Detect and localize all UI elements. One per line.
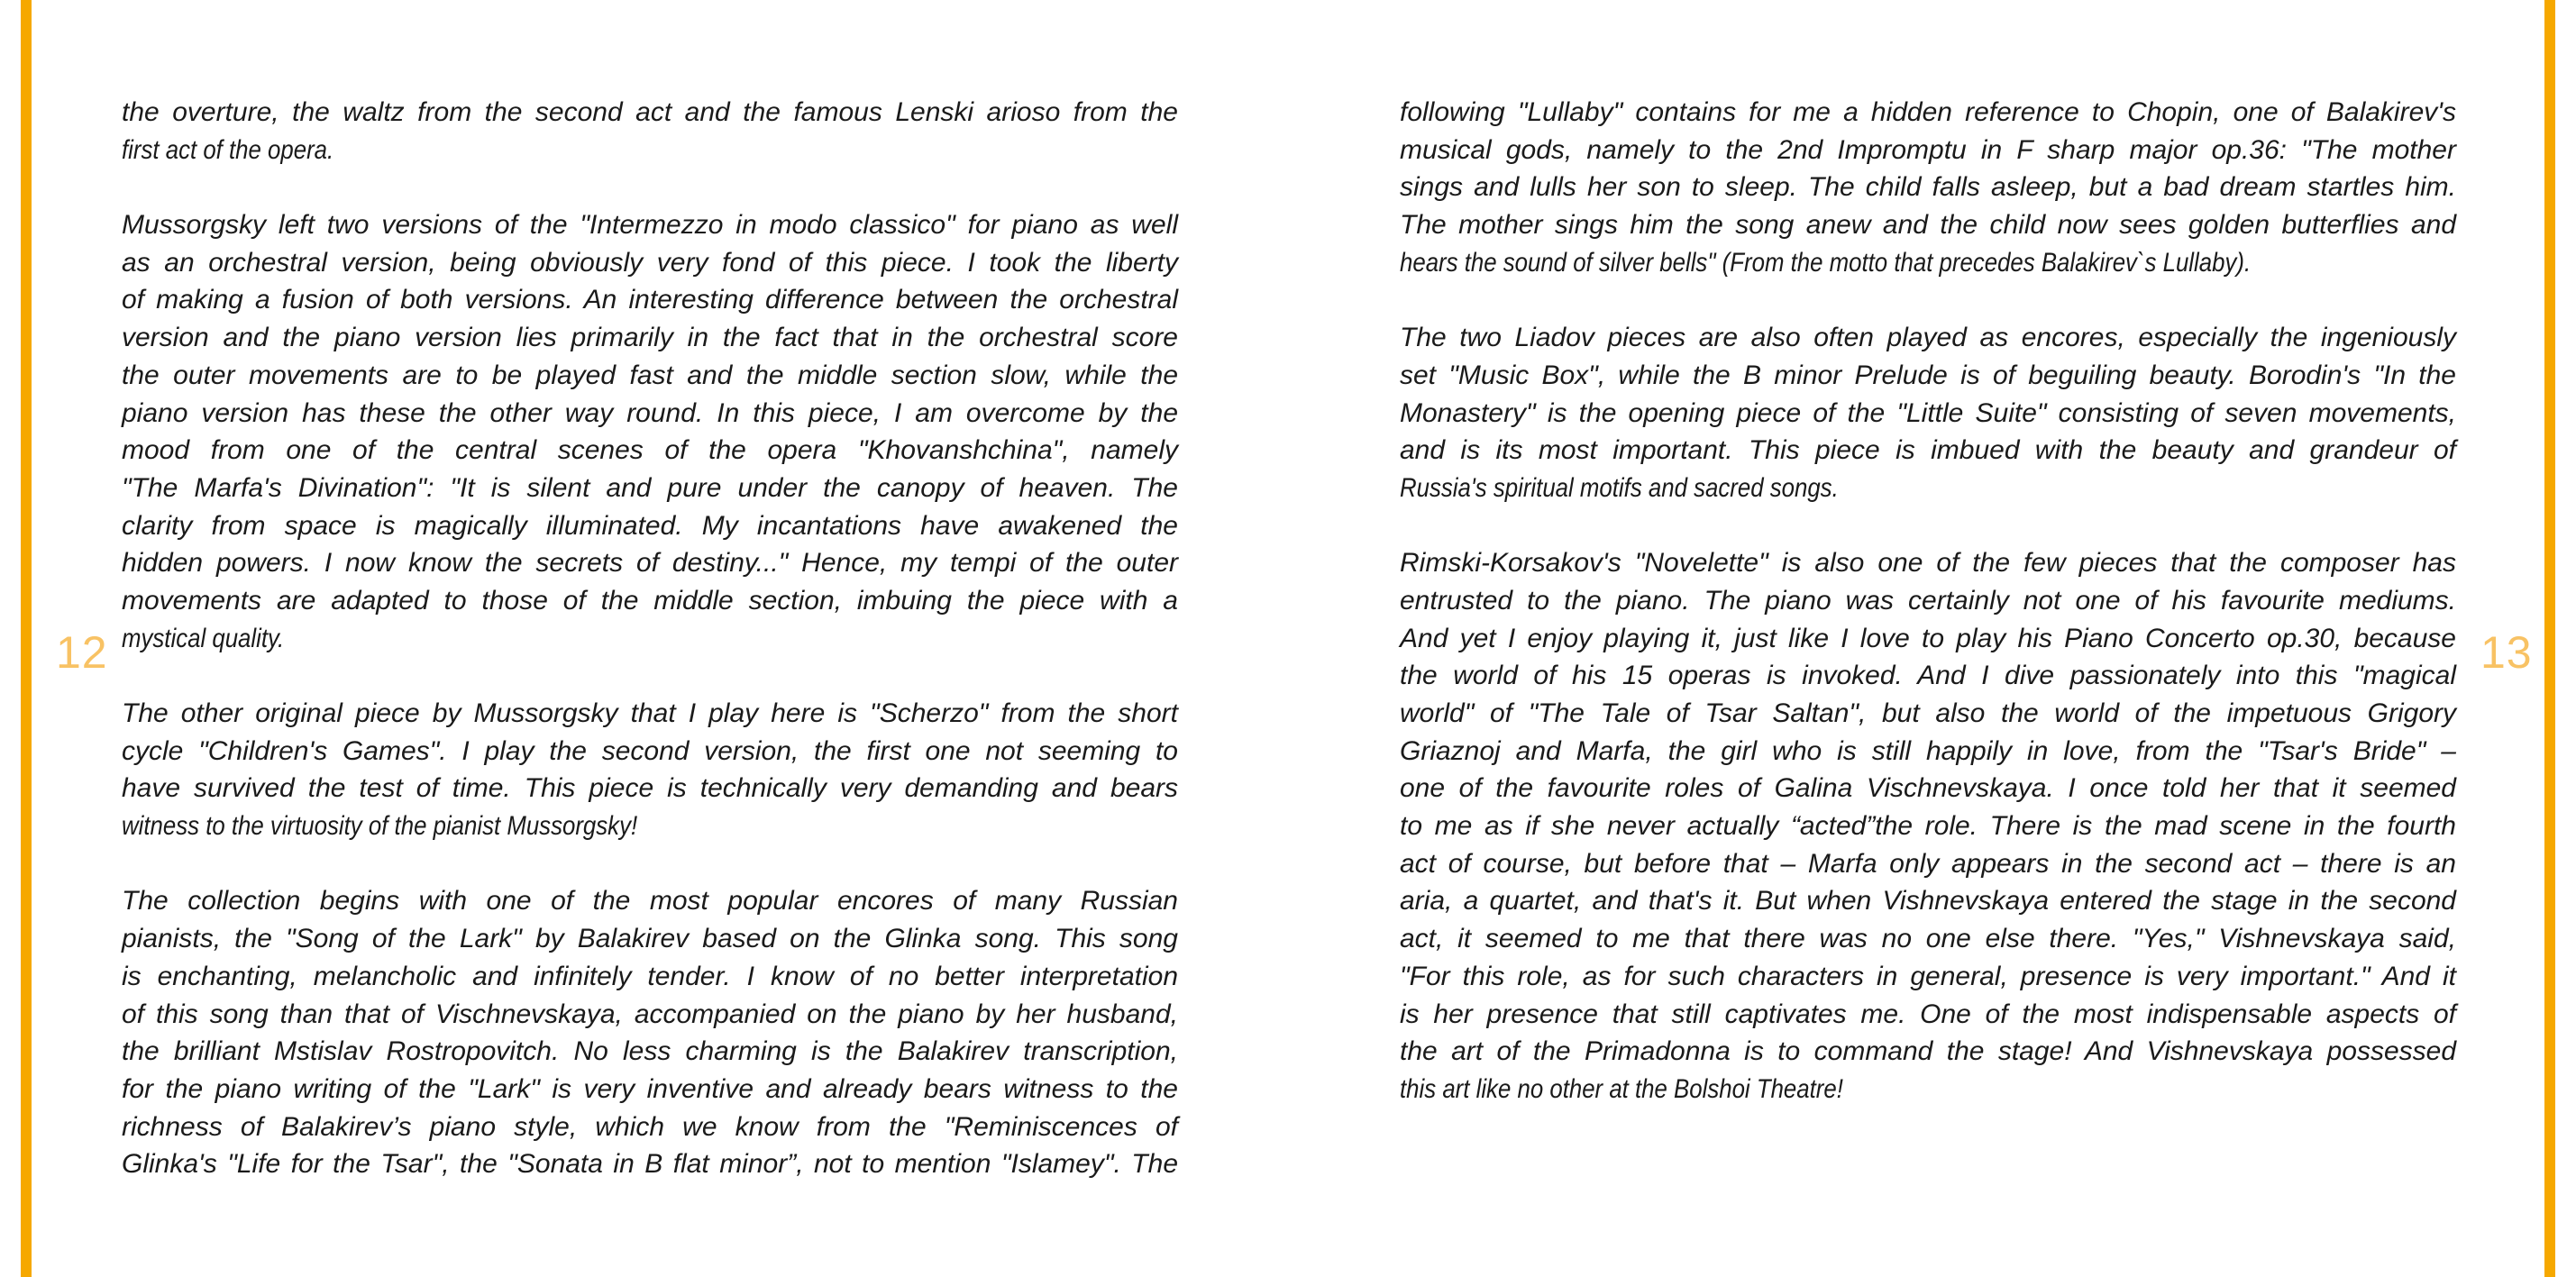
text-line: world" of "The Tale of Tsar Saltan", but also the world of the impetuous Grigory [1400,698,2456,728]
text-line: Mussorgsky left two versions of the "Intermezzo in modo classico" for piano as well [122,210,1178,241]
text-line: aria, a quartet, and that's it. But when Vishnevskaya entered the stage in the second [1400,886,2456,917]
paragraph [122,695,1178,845]
text-line: richness of Balakirev’s piano style, which we know from the "Reminiscences of [122,1111,1178,1142]
text-line: the brilliant Mstislav Rostropovitch. No less charming is the Balakirev transcription, [122,1036,1178,1067]
text-line: hears the sound of silver bells" (From the motto that precedes Balakirev`s Lullaby). [1400,247,2252,278]
text-line: sings and lulls her son to sleep. The child falls asleep, but a bad dream startles him. [1400,172,2456,203]
text-line: have survived the test of time. This piece is technically very demanding and bears [122,773,1178,804]
text-line: witness to the virtuosity of the pianist Mussorgsky! [122,811,638,842]
left-page-edge-bar [21,0,32,1277]
text-line: mood from one of the central scenes of the opera "Khovanshchina", namely [122,435,1178,466]
left-page-text-column [122,94,1178,1221]
paragraph [122,882,1178,1183]
text-line: first act of the opera. [122,134,334,165]
paragraph [122,94,1178,169]
text-line: musical gods, namely to the 2nd Impromptu in F sharp major op.36: "The mother [1400,134,2456,165]
text-line: is her presence that still captivates me. One of the most indispensable aspects of [1400,999,2456,1029]
text-line: Rimski-Korsakov's "Novelette" is also one of the few pieces that the composer has [1400,548,2456,579]
text-line: of making a fusion of both versions. An interesting difference between the orchestral [122,285,1178,315]
text-line: "For this role, as for such characters in general, presence is very important." And it [1400,961,2456,991]
text-line: and is its most important. This piece is imbued with the beauty and grandeur of [1400,435,2456,466]
text-line: act of course, but before that – Marfa only appears in the second act – there is an [1400,848,2456,879]
paragraph [1400,319,2456,506]
text-line: The two Liadov pieces are also often played as encores, especially the ingeniously [1400,323,2456,353]
text-line: Glinka's "Life for the Tsar", the "Sonata in B flat minor”, not to mention "Islamey". The [122,1149,1178,1180]
page-number-right: 13 [2480,627,2533,678]
paragraph [122,206,1178,657]
text-line: this art like no other at the Bolshoi Theatre! [1400,1073,1843,1104]
text-line: act, it seemed to me that there was no one else there. "Yes," Vishnevskaya said, [1400,924,2456,954]
text-line: entrusted to the piano. The piano was certainly not one of his favourite mediums. [1400,585,2456,616]
text-line: cycle "Children's Games". I play the second version, the first one not seeming to [122,735,1178,766]
text-line: mystical quality. [122,623,285,653]
text-line: is enchanting, melancholic and infinitely tender. I know of no better interpretation [122,961,1178,991]
text-line: pianists, the "Song of the Lark" by Balakirev based on the Glinka song. This song [122,924,1178,954]
paragraph [1400,94,2456,281]
text-line: the world of his 15 operas is invoked. And I dive passionately into this "magical [1400,661,2456,691]
text-line: Russia's spiritual motifs and sacred songs. [1400,472,1839,503]
text-line: Monastery" is the opening piece of the "Little Suite" consisting of seven movements, [1400,397,2456,428]
right-page-text-column [1400,94,2456,1145]
text-line: set "Music Box", while the B minor Prelude is of beguiling beauty. Borodin's "In the [1400,360,2456,390]
text-line: version and the piano version lies primarily in the fact that in the orchestral score [122,323,1178,353]
text-line: the art of the Primadonna is to command the stage! And Vishnevskaya possessed [1400,1036,2456,1067]
text-line: one of the favourite roles of Galina Vischnevskaya. I once told her that it seemed [1400,773,2456,804]
text-line: hidden powers. I now know the secrets of destiny..." Hence, my tempi of the outer [122,548,1178,579]
text-line: piano version has these the other way round. In this piece, I am overcome by the [122,397,1178,428]
text-line: the overture, the waltz from the second act and the famous Lenski arioso from the [122,97,1178,127]
text-line: The mother sings him the song anew and the child now sees golden butterflies and [1400,210,2456,241]
text-line: The collection begins with one of the most popular encores of many Russian [122,886,1178,917]
text-line: of this song than that of Vischnevskaya, accompanied on the piano by her husband, [122,999,1178,1029]
text-line: clarity from space is magically illuminated. My incantations have awakened the [122,510,1178,541]
paragraph [1400,544,2456,1108]
text-line: The other original piece by Mussorgsky that I play here is "Scherzo" from the short [122,698,1178,728]
text-line: for the piano writing of the "Lark" is very inventive and already bears witness to the [122,1073,1178,1104]
right-page-edge-bar [2544,0,2555,1277]
text-line: movements are adapted to those of the middle section, imbuing the piece with a [122,585,1178,616]
text-line: as an orchestral version, being obviously very fond of this piece. I took the liberty [122,247,1178,278]
text-line: And yet I enjoy playing it, just like I love to play his Piano Concerto op.30, because [1400,623,2456,653]
text-line: Griaznoj and Marfa, the girl who is still happily in love, from the "Tsar's Bride" – [1400,735,2456,766]
text-line: following "Lullaby" contains for me a hidden reference to Chopin, one of Balakirev's [1400,97,2456,127]
page-number-left: 12 [56,627,108,678]
text-line: to me as if she never actually “acted”the role. There is the mad scene in the fourth [1400,811,2456,842]
text-line: the outer movements are to be played fast and the middle section slow, while the [122,360,1178,390]
text-line: "The Marfa's Divination": "It is silent and pure under the canopy of heaven. The [122,472,1178,503]
